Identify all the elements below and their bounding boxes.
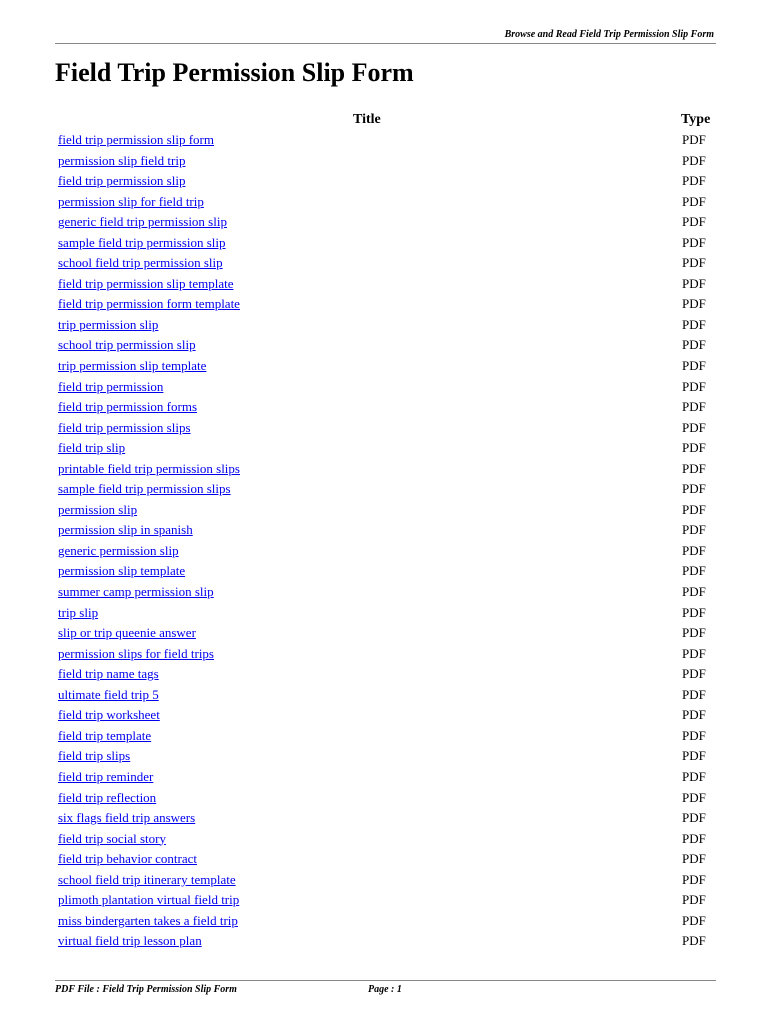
column-header-title: Title <box>353 112 381 127</box>
list-item <box>58 870 718 891</box>
list-item <box>58 171 718 192</box>
document-link[interactable]: permission slip field trip <box>58 152 186 168</box>
footer-divider <box>55 980 716 981</box>
document-link[interactable]: field trip template <box>58 727 152 743</box>
document-link[interactable]: field trip behavior contract <box>58 851 197 867</box>
list-item <box>58 294 718 315</box>
document-type: PDF <box>682 748 706 764</box>
list-item <box>58 438 718 459</box>
document-type: PDF <box>682 789 706 805</box>
document-type: PDF <box>682 255 706 271</box>
document-link[interactable]: permission slip template <box>58 563 186 579</box>
list-item <box>58 561 718 582</box>
list-item <box>58 623 718 644</box>
document-type: PDF <box>682 645 706 661</box>
document-type: PDF <box>682 727 706 743</box>
document-link[interactable]: six flags field trip answers <box>58 810 196 826</box>
document-link[interactable]: trip permission slip <box>58 316 159 332</box>
list-item <box>58 664 718 685</box>
document-type: PDF <box>682 132 706 147</box>
document-type: PDF <box>682 871 706 887</box>
header-divider <box>55 43 716 44</box>
list-item <box>58 377 718 398</box>
list-item <box>58 746 718 767</box>
list-item <box>58 130 718 151</box>
list-item <box>58 767 718 788</box>
list-item <box>58 397 718 418</box>
document-type: PDF <box>682 399 706 415</box>
list-item <box>58 582 718 603</box>
document-type: PDF <box>682 666 706 682</box>
document-link[interactable]: plimoth plantation virtual field trip <box>58 892 240 908</box>
document-link[interactable]: field trip reminder <box>58 768 154 784</box>
document-list <box>58 130 718 952</box>
list-item <box>58 911 718 932</box>
document-type: PDF <box>682 810 706 826</box>
document-type: PDF <box>682 851 706 867</box>
document-link[interactable]: field trip name tags <box>58 666 159 682</box>
document-type: PDF <box>682 337 706 353</box>
document-link[interactable]: field trip permission slip form <box>58 132 214 147</box>
document-link[interactable]: printable field trip permission slips <box>58 460 240 476</box>
document-type: PDF <box>682 584 706 600</box>
document-link[interactable]: field trip permission forms <box>58 399 198 415</box>
list-item <box>58 829 718 850</box>
document-type: PDF <box>682 378 706 394</box>
document-link[interactable]: field trip permission slips <box>58 419 191 435</box>
document-link[interactable]: field trip slips <box>58 748 131 764</box>
list-item <box>58 890 718 911</box>
document-type: PDF <box>682 912 706 928</box>
document-type: PDF <box>682 275 706 291</box>
document-link[interactable]: slip or trip queenie answer <box>58 625 196 641</box>
document-type: PDF <box>682 501 706 517</box>
list-item <box>58 418 718 439</box>
document-link[interactable]: field trip permission slip <box>58 173 186 189</box>
list-item <box>58 705 718 726</box>
list-item <box>58 849 718 870</box>
document-link[interactable]: miss bindergarten takes a field trip <box>58 912 238 928</box>
list-item <box>58 541 718 562</box>
header-note: Browse and Read Field Trip Permission Slip Form <box>504 29 714 40</box>
list-item <box>58 253 718 274</box>
list-item <box>58 685 718 706</box>
document-link[interactable]: field trip permission form template <box>58 296 240 312</box>
document-type: PDF <box>682 481 706 497</box>
document-link[interactable]: permission slip <box>58 501 138 517</box>
footer-page-number: Page : 1 <box>368 984 402 995</box>
document-link[interactable]: school field trip itinerary template <box>58 871 236 887</box>
document-type: PDF <box>682 234 706 250</box>
document-type: PDF <box>682 152 706 168</box>
document-link[interactable]: generic field trip permission slip <box>58 214 227 230</box>
document-type: PDF <box>682 933 706 949</box>
document-type: PDF <box>682 460 706 476</box>
document-type: PDF <box>682 440 706 456</box>
document-type: PDF <box>682 173 706 189</box>
list-item <box>58 233 718 254</box>
document-type: PDF <box>682 830 706 846</box>
document-type: PDF <box>682 296 706 312</box>
document-link[interactable]: school trip permission slip <box>58 337 196 353</box>
document-type: PDF <box>682 768 706 784</box>
list-item <box>58 500 718 521</box>
document-type: PDF <box>682 522 706 538</box>
list-item <box>58 520 718 541</box>
document-link[interactable]: field trip permission <box>58 378 164 394</box>
document-link[interactable]: permission slip for field trip <box>58 193 204 209</box>
list-item <box>58 335 718 356</box>
document-type: PDF <box>682 419 706 435</box>
list-item <box>58 274 718 295</box>
list-item <box>58 788 718 809</box>
document-link[interactable]: field trip social story <box>58 830 166 846</box>
document-type: PDF <box>682 563 706 579</box>
document-link[interactable]: school field trip permission slip <box>58 255 223 271</box>
list-item <box>58 603 718 624</box>
footer-file-label: PDF File : Field Trip Permission Slip Form <box>55 984 237 995</box>
list-item <box>58 356 718 377</box>
list-item <box>58 726 718 747</box>
list-item <box>58 808 718 829</box>
document-link[interactable]: field trip slip <box>58 440 126 456</box>
document-link[interactable]: trip slip <box>58 604 99 620</box>
document-type: PDF <box>682 193 706 209</box>
document-link[interactable]: virtual field trip lesson plan <box>58 933 202 949</box>
list-item <box>58 315 718 336</box>
document-type: PDF <box>682 686 706 702</box>
column-header-type: Type <box>681 112 711 127</box>
document-link[interactable]: field trip reflection <box>58 789 157 805</box>
document-link[interactable]: permission slip in spanish <box>58 522 193 538</box>
document-link[interactable]: field trip worksheet <box>58 707 160 723</box>
document-link[interactable]: sample field trip permission slip <box>58 234 226 250</box>
list-item <box>58 151 718 172</box>
document-link[interactable]: summer camp permission slip <box>58 584 214 600</box>
page-title: Field Trip Permission Slip Form <box>55 58 414 87</box>
document-link[interactable]: ultimate field trip 5 <box>58 686 159 702</box>
list-item <box>58 192 718 213</box>
document-type: PDF <box>682 542 706 558</box>
document-type: PDF <box>682 604 706 620</box>
list-item <box>58 479 718 500</box>
document-link[interactable]: permission slips for field trips <box>58 645 214 661</box>
document-link[interactable]: field trip permission slip template <box>58 275 234 291</box>
list-item <box>58 459 718 480</box>
list-item <box>58 931 718 952</box>
document-link[interactable]: generic permission slip <box>58 542 179 558</box>
document-type: PDF <box>682 707 706 723</box>
list-item <box>58 212 718 233</box>
list-item <box>58 644 718 665</box>
document-link[interactable]: trip permission slip template <box>58 358 207 374</box>
document-type: PDF <box>682 892 706 908</box>
document-link[interactable]: sample field trip permission slips <box>58 481 231 497</box>
document-type: PDF <box>682 358 706 374</box>
document-type: PDF <box>682 214 706 230</box>
document-type: PDF <box>682 625 706 641</box>
document-type: PDF <box>682 316 706 332</box>
